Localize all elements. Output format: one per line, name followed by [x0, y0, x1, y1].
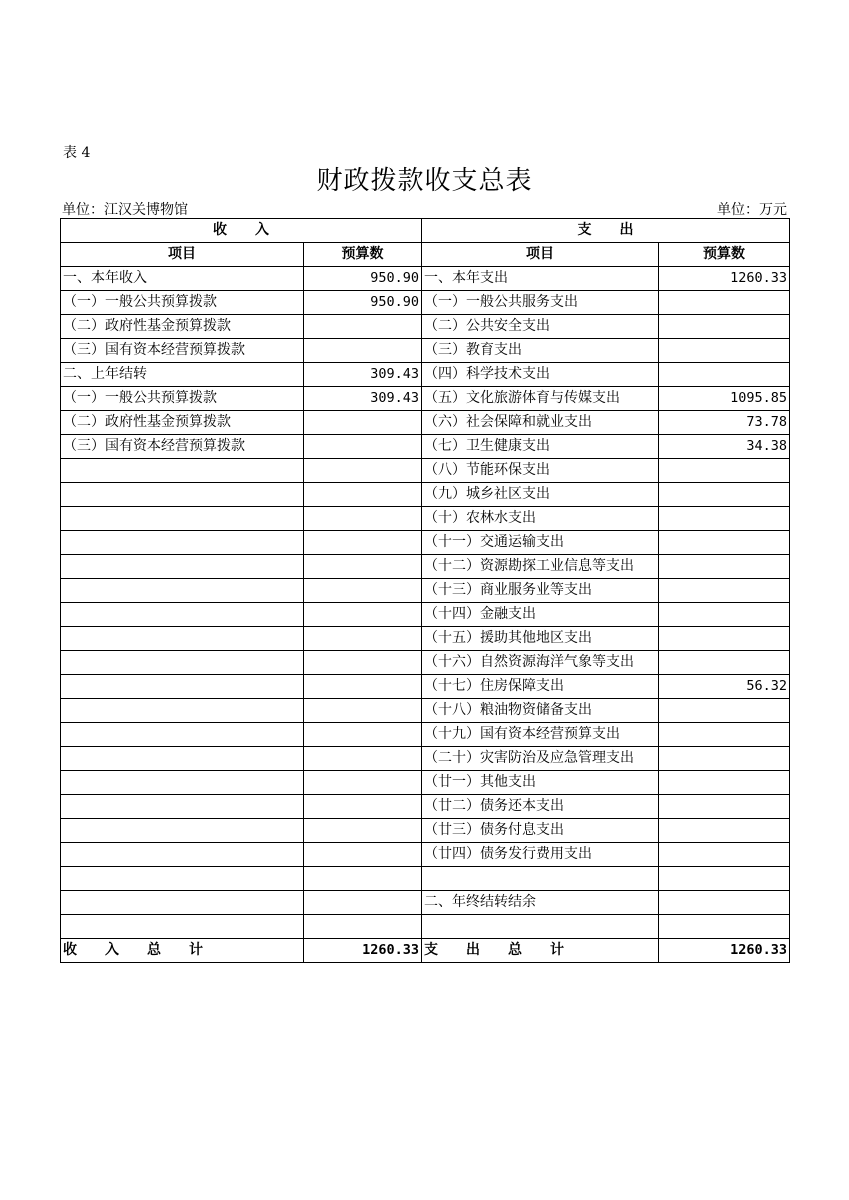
- budget-summary-table: [60, 218, 790, 963]
- expense-value-cell: [659, 891, 790, 915]
- table-row: [61, 603, 790, 627]
- expense-value-cell: [659, 363, 790, 387]
- expense-value-cell: [659, 603, 790, 627]
- income-item-cell: [61, 675, 304, 699]
- table-row: [61, 531, 790, 555]
- expense-value-cell: [659, 651, 790, 675]
- table-row: [61, 387, 790, 411]
- expense-item-cell: （四）科学技术支出: [422, 363, 659, 387]
- income-item-cell: [61, 915, 304, 939]
- income-item-cell: 二、上年结转: [61, 363, 304, 387]
- income-item-cell: [61, 771, 304, 795]
- expense-value-cell: [659, 483, 790, 507]
- income-item-cell: [61, 459, 304, 483]
- table-row: [61, 435, 790, 459]
- expense-item-cell: （十七）住房保障支出: [422, 675, 659, 699]
- table-row: [61, 555, 790, 579]
- income-item-cell: [61, 531, 304, 555]
- income-value-cell: [304, 579, 422, 603]
- table-row: [61, 291, 790, 315]
- income-item-cell: [61, 603, 304, 627]
- table-row: [61, 651, 790, 675]
- income-item-cell: （一）一般公共预算拨款: [61, 387, 304, 411]
- expense-item-cell: （二十）灾害防治及应急管理支出: [422, 747, 659, 771]
- income-value-cell: [304, 819, 422, 843]
- income-value-cell: [304, 675, 422, 699]
- income-item-cell: [61, 891, 304, 915]
- income-item-cell: [61, 723, 304, 747]
- expense-value-cell: [659, 315, 790, 339]
- expense-total-value: 1260.33: [659, 939, 790, 963]
- expense-item-cell: （十五）援助其他地区支出: [422, 627, 659, 651]
- expense-value-cell: [659, 627, 790, 651]
- expense-item-cell: （一）一般公共服务支出: [422, 291, 659, 315]
- income-item-cell: [61, 843, 304, 867]
- expense-item-cell: （二）公共安全支出: [422, 315, 659, 339]
- income-value-cell: [304, 507, 422, 531]
- income-value-cell: 950.90: [304, 267, 422, 291]
- income-value-cell: 950.90: [304, 291, 422, 315]
- expense-value-cell: [659, 723, 790, 747]
- income-value-cell: [304, 747, 422, 771]
- income-value-cell: [304, 867, 422, 891]
- table-row: [61, 819, 790, 843]
- income-value-cell: 309.43: [304, 387, 422, 411]
- expense-item-cell: （廿一）其他支出: [422, 771, 659, 795]
- table-row: [61, 267, 790, 291]
- income-total-label: 收 入 总 计: [61, 939, 304, 963]
- income-value-cell: [304, 435, 422, 459]
- expense-value-cell: [659, 459, 790, 483]
- expense-value-cell: [659, 819, 790, 843]
- income-item-cell: [61, 555, 304, 579]
- income-item-cell: （三）国有资本经营预算拨款: [61, 435, 304, 459]
- page-title: 财政拨款收支总表: [316, 166, 533, 196]
- table-row: [61, 747, 790, 771]
- income-total-value: 1260.33: [304, 939, 422, 963]
- income-value-cell: [304, 771, 422, 795]
- income-value-cell: [304, 699, 422, 723]
- currency-unit: 单位：万元: [717, 202, 787, 218]
- expense-value-cell: 73.78: [659, 411, 790, 435]
- income-budget-header: 预算数: [304, 243, 422, 267]
- expense-value-cell: [659, 747, 790, 771]
- expense-value-cell: [659, 555, 790, 579]
- income-item-cell: [61, 507, 304, 531]
- expense-item-cell: （廿三）债务付息支出: [422, 819, 659, 843]
- income-value-cell: 309.43: [304, 363, 422, 387]
- expense-item-cell: （十六）自然资源海洋气象等支出: [422, 651, 659, 675]
- expense-item-cell: [422, 915, 659, 939]
- expense-value-cell: [659, 771, 790, 795]
- income-item-cell: （一）一般公共预算拨款: [61, 291, 304, 315]
- expense-item-cell: （十四）金融支出: [422, 603, 659, 627]
- expense-item-cell: （七）卫生健康支出: [422, 435, 659, 459]
- expense-item-cell: （十八）粮油物资储备支出: [422, 699, 659, 723]
- totals-row: [61, 939, 790, 963]
- table-row: [61, 915, 790, 939]
- income-value-cell: [304, 459, 422, 483]
- expense-item-cell: （六）社会保障和就业支出: [422, 411, 659, 435]
- table-row: [61, 459, 790, 483]
- income-value-cell: [304, 315, 422, 339]
- expense-value-cell: [659, 291, 790, 315]
- income-item-cell: [61, 867, 304, 891]
- income-item-cell: [61, 747, 304, 771]
- income-item-cell: [61, 579, 304, 603]
- expense-item-cell: （廿二）债务还本支出: [422, 795, 659, 819]
- expense-value-cell: [659, 843, 790, 867]
- expense-item-cell: （三）教育支出: [422, 339, 659, 363]
- income-section-header: 收 入: [61, 219, 422, 243]
- income-value-cell: [304, 795, 422, 819]
- expense-item-cell: （十二）资源勘探工业信息等支出: [422, 555, 659, 579]
- table-row: [61, 339, 790, 363]
- expense-value-cell: 56.32: [659, 675, 790, 699]
- expense-value-cell: [659, 915, 790, 939]
- expense-value-cell: [659, 699, 790, 723]
- table-row: [61, 411, 790, 435]
- income-value-cell: [304, 915, 422, 939]
- table-row: [61, 723, 790, 747]
- income-item-cell: （二）政府性基金预算拨款: [61, 411, 304, 435]
- expense-value-cell: 34.38: [659, 435, 790, 459]
- table-row: [61, 363, 790, 387]
- expense-item-cell: （八）节能环保支出: [422, 459, 659, 483]
- expense-item-cell: （十九）国有资本经营预算支出: [422, 723, 659, 747]
- table-row: [61, 627, 790, 651]
- income-item-cell: [61, 795, 304, 819]
- income-item-cell: [61, 651, 304, 675]
- expense-item-cell: （九）城乡社区支出: [422, 483, 659, 507]
- income-value-cell: [304, 843, 422, 867]
- income-value-cell: [304, 723, 422, 747]
- table-row: [61, 507, 790, 531]
- table-row: [61, 675, 790, 699]
- expense-total-label: 支 出 总 计: [422, 939, 659, 963]
- expense-value-cell: 1095.85: [659, 387, 790, 411]
- income-value-cell: [304, 555, 422, 579]
- expense-item-cell: （十三）商业服务业等支出: [422, 579, 659, 603]
- income-value-cell: [304, 483, 422, 507]
- table-row: [61, 891, 790, 915]
- income-value-cell: [304, 411, 422, 435]
- income-value-cell: [304, 603, 422, 627]
- income-item-cell: [61, 483, 304, 507]
- expense-value-cell: [659, 507, 790, 531]
- table-row: [61, 579, 790, 603]
- organization-unit: 单位：江汉关博物馆: [62, 202, 188, 218]
- table-row: [61, 843, 790, 867]
- expense-item-cell: [422, 867, 659, 891]
- expense-value-cell: [659, 339, 790, 363]
- expense-item-cell: 一、本年支出: [422, 267, 659, 291]
- income-item-cell: [61, 819, 304, 843]
- income-value-cell: [304, 651, 422, 675]
- table-row: [61, 795, 790, 819]
- expense-value-cell: [659, 531, 790, 555]
- table-row: [61, 699, 790, 723]
- expense-item-cell: （廿四）债务发行费用支出: [422, 843, 659, 867]
- income-value-cell: [304, 891, 422, 915]
- expense-budget-header: 预算数: [659, 243, 790, 267]
- income-value-cell: [304, 339, 422, 363]
- table-row: [61, 771, 790, 795]
- expense-value-cell: [659, 795, 790, 819]
- expense-section-header: 支 出: [422, 219, 790, 243]
- expense-value-cell: 1260.33: [659, 267, 790, 291]
- income-item-cell: [61, 627, 304, 651]
- expense-item-header: 项目: [422, 243, 659, 267]
- expense-item-cell: （十）农林水支出: [422, 507, 659, 531]
- section-header-row: [61, 219, 790, 243]
- income-item-cell: 一、本年收入: [61, 267, 304, 291]
- column-header-row: [61, 243, 790, 267]
- expense-item-cell: （十一）交通运输支出: [422, 531, 659, 555]
- income-item-header: 项目: [61, 243, 304, 267]
- income-item-cell: （三）国有资本经营预算拨款: [61, 339, 304, 363]
- expense-item-cell: 二、年终结转结余: [422, 891, 659, 915]
- table-number: 表 4: [63, 145, 91, 161]
- income-item-cell: （二）政府性基金预算拨款: [61, 315, 304, 339]
- expense-value-cell: [659, 579, 790, 603]
- income-value-cell: [304, 627, 422, 651]
- expense-item-cell: （五）文化旅游体育与传媒支出: [422, 387, 659, 411]
- table-row: [61, 483, 790, 507]
- expense-value-cell: [659, 867, 790, 891]
- income-item-cell: [61, 699, 304, 723]
- income-value-cell: [304, 531, 422, 555]
- table-row: [61, 867, 790, 891]
- table-row: [61, 315, 790, 339]
